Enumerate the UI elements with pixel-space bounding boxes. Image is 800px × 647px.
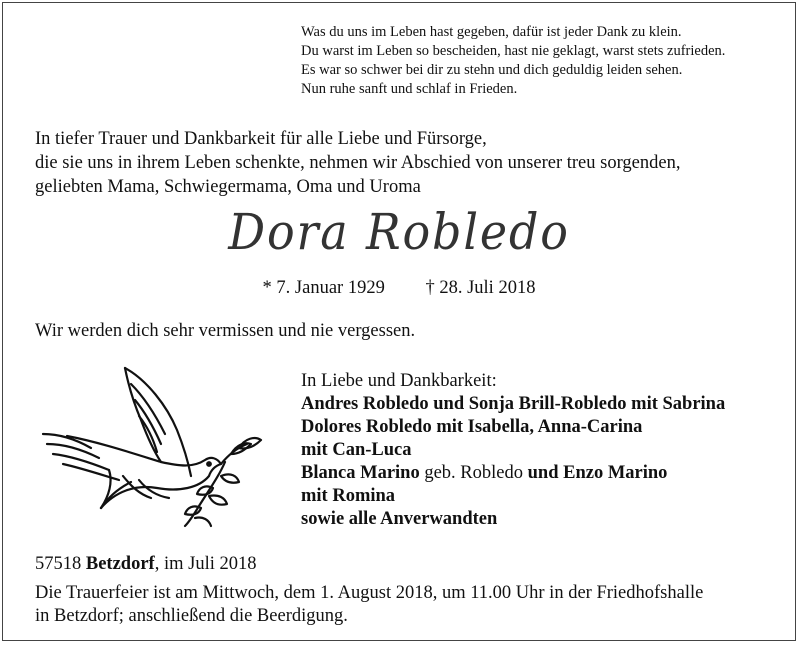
poem <box>301 23 725 99</box>
family-maiden-note: geb. Robledo <box>419 463 528 483</box>
death-date: † 28. Juli 2018 <box>425 278 536 298</box>
service-line: in Betzdorf; anschließend die Beerdigung. <box>35 606 348 626</box>
poem-line: Was du uns im Leben hast gegeben, dafür ist jeder Dank zu klein. <box>301 24 682 40</box>
poem-line: Es war so schwer bei dir zu stehn und dich geduldig leiden sehen. <box>301 62 683 78</box>
service-line: Die Trauerfeier ist am Mittwoch, dem 1. August 2018, um 11.00 Uhr in der Friedhofshalle <box>35 583 704 603</box>
farewell-sentence: Wir werden dich sehr vermissen und nie vergessen. <box>35 321 416 341</box>
family-line: mit Can-Luca <box>301 440 412 460</box>
place-and-date <box>35 554 256 575</box>
intro-line: In tiefer Trauer und Dankbarkeit für alle Liebe und Fürsorge, <box>35 129 487 149</box>
family-line <box>301 462 725 485</box>
family-signatures <box>301 370 725 531</box>
poem-line: Du warst im Leben so bescheiden, hast nie geklagt, warst stets zufrieden. <box>301 43 726 59</box>
funeral-service-info <box>35 582 703 628</box>
birth-date: * 7. Januar 1929 <box>262 278 385 298</box>
life-dates <box>3 278 795 299</box>
intro-text <box>35 127 680 199</box>
dove-with-olive-branch-icon <box>39 358 279 528</box>
family-line: Andres Robledo und Sonja Brill-Robledo mit Sabrina <box>301 394 726 414</box>
intro-line: geliebten Mama, Schwiegermama, Oma und Uroma <box>35 177 421 197</box>
poem-line: Nun ruhe sanft und schlaf in Frieden. <box>301 81 518 97</box>
obituary-notice <box>2 2 796 641</box>
deceased-name: Dora Robledo <box>228 203 570 261</box>
family-name: und Enzo Marino <box>527 463 668 483</box>
family-name: Blanca Marino <box>301 463 420 483</box>
city: Betzdorf <box>85 554 155 574</box>
notice-date: , im Juli 2018 <box>154 554 257 574</box>
family-line: sowie alle Anverwandten <box>301 509 498 529</box>
intro-line: die sie uns in ihrem Leben schenkte, nehmen wir Abschied von unserer treu sorgenden, <box>35 153 681 173</box>
family-line: mit Romina <box>301 486 396 506</box>
family-heading: In Liebe und Dankbarkeit: <box>301 371 497 391</box>
postal-code: 57518 <box>35 554 86 574</box>
family-line: Dolores Robledo mit Isabella, Anna-Carina <box>301 417 643 437</box>
